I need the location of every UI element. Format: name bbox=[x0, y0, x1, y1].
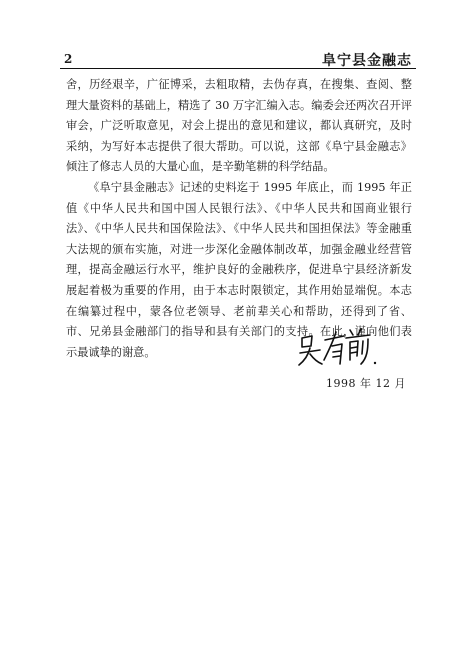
running-title: 阜宁县金融志 bbox=[322, 53, 412, 69]
paragraph-2: 《阜宁县金融志》记述的史料迄于 1995 年底止，而 1995 年正值《中华人民共和国中国人民银行法》、《中华人民共和国商业银行法》、《中华人民共和国保险法》、《中华人民共和国担保法》等金融重大法规的颁布实施，对进一步深化金融体制改革，加强金融业经营管理，提高金融运行水平，维护良好的金融秩序，促进阜宁县经济新发展起着极为重要的作用，由于本志时限锁定，其作用始显端倪。本志在编纂过程中，蒙各位老领导、老前辈关心和帮助，还得到了省、市、兄弟县金融部门的指导和县有关部门的支持。在此，谨向他们表示最诚挚的谢意。 bbox=[66, 180, 412, 359]
body-text bbox=[66, 75, 412, 363]
paragraph-1: 舍，历经艰辛，广征博采，去粗取精，去伪存真，在搜集、查阅、整理大量资料的基础上，精选了 30 万字汇编入志。编委会还两次召开评审会，广泛听取意见，对会上提出的意见和建议，都认真研究，及时采纳，为写好本志提供了很大帮助。可以说，这部《阜宁县金融志》倾注了修志人员的大量心血，是辛勤笔耕的科学结晶。 bbox=[66, 78, 412, 174]
page-number: 2 bbox=[64, 52, 73, 66]
header-rule bbox=[60, 68, 416, 69]
handwritten-signature bbox=[298, 326, 378, 368]
page-header bbox=[60, 50, 414, 70]
date: 1998 年 12 月 bbox=[326, 377, 406, 390]
